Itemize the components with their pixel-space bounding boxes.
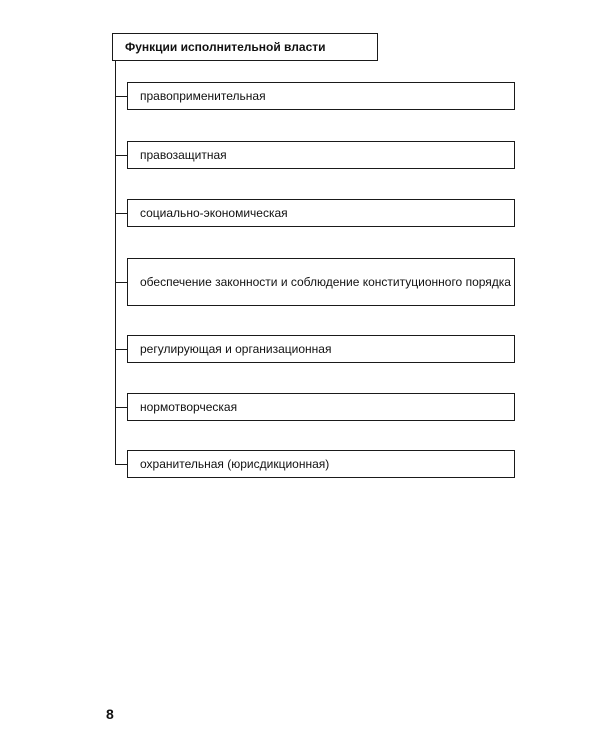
connector-branch	[115, 464, 127, 465]
function-label: социально-экономическая	[140, 206, 288, 220]
function-box-protective	[127, 450, 515, 478]
function-box-regulatory	[127, 335, 515, 363]
function-box-rights-protection	[127, 141, 515, 169]
function-box-socio-economic	[127, 199, 515, 227]
function-box-legality	[127, 258, 515, 306]
page-number: 8	[106, 706, 114, 722]
function-label: охранительная (юрисдикционная)	[140, 457, 330, 471]
function-box-rulemaking	[127, 393, 515, 421]
function-box-law-enforcement	[127, 82, 515, 110]
connector-branch	[115, 407, 127, 408]
root-function-box	[112, 33, 378, 61]
connector-trunk	[115, 61, 116, 464]
function-label: регулирующая и организационная	[140, 342, 332, 356]
connector-branch	[115, 213, 127, 214]
function-label: обеспечение законности и соблюдение конституционного порядка	[140, 275, 511, 289]
connector-branch	[115, 96, 127, 97]
function-label: правоприменительная	[140, 89, 266, 103]
root-function-label: Функции исполнительной власти	[125, 40, 326, 54]
function-label: нормотворческая	[140, 400, 238, 414]
function-label: правозащитная	[140, 148, 227, 162]
connector-branch	[115, 349, 127, 350]
connector-branch	[115, 155, 127, 156]
connector-branch	[115, 282, 127, 283]
